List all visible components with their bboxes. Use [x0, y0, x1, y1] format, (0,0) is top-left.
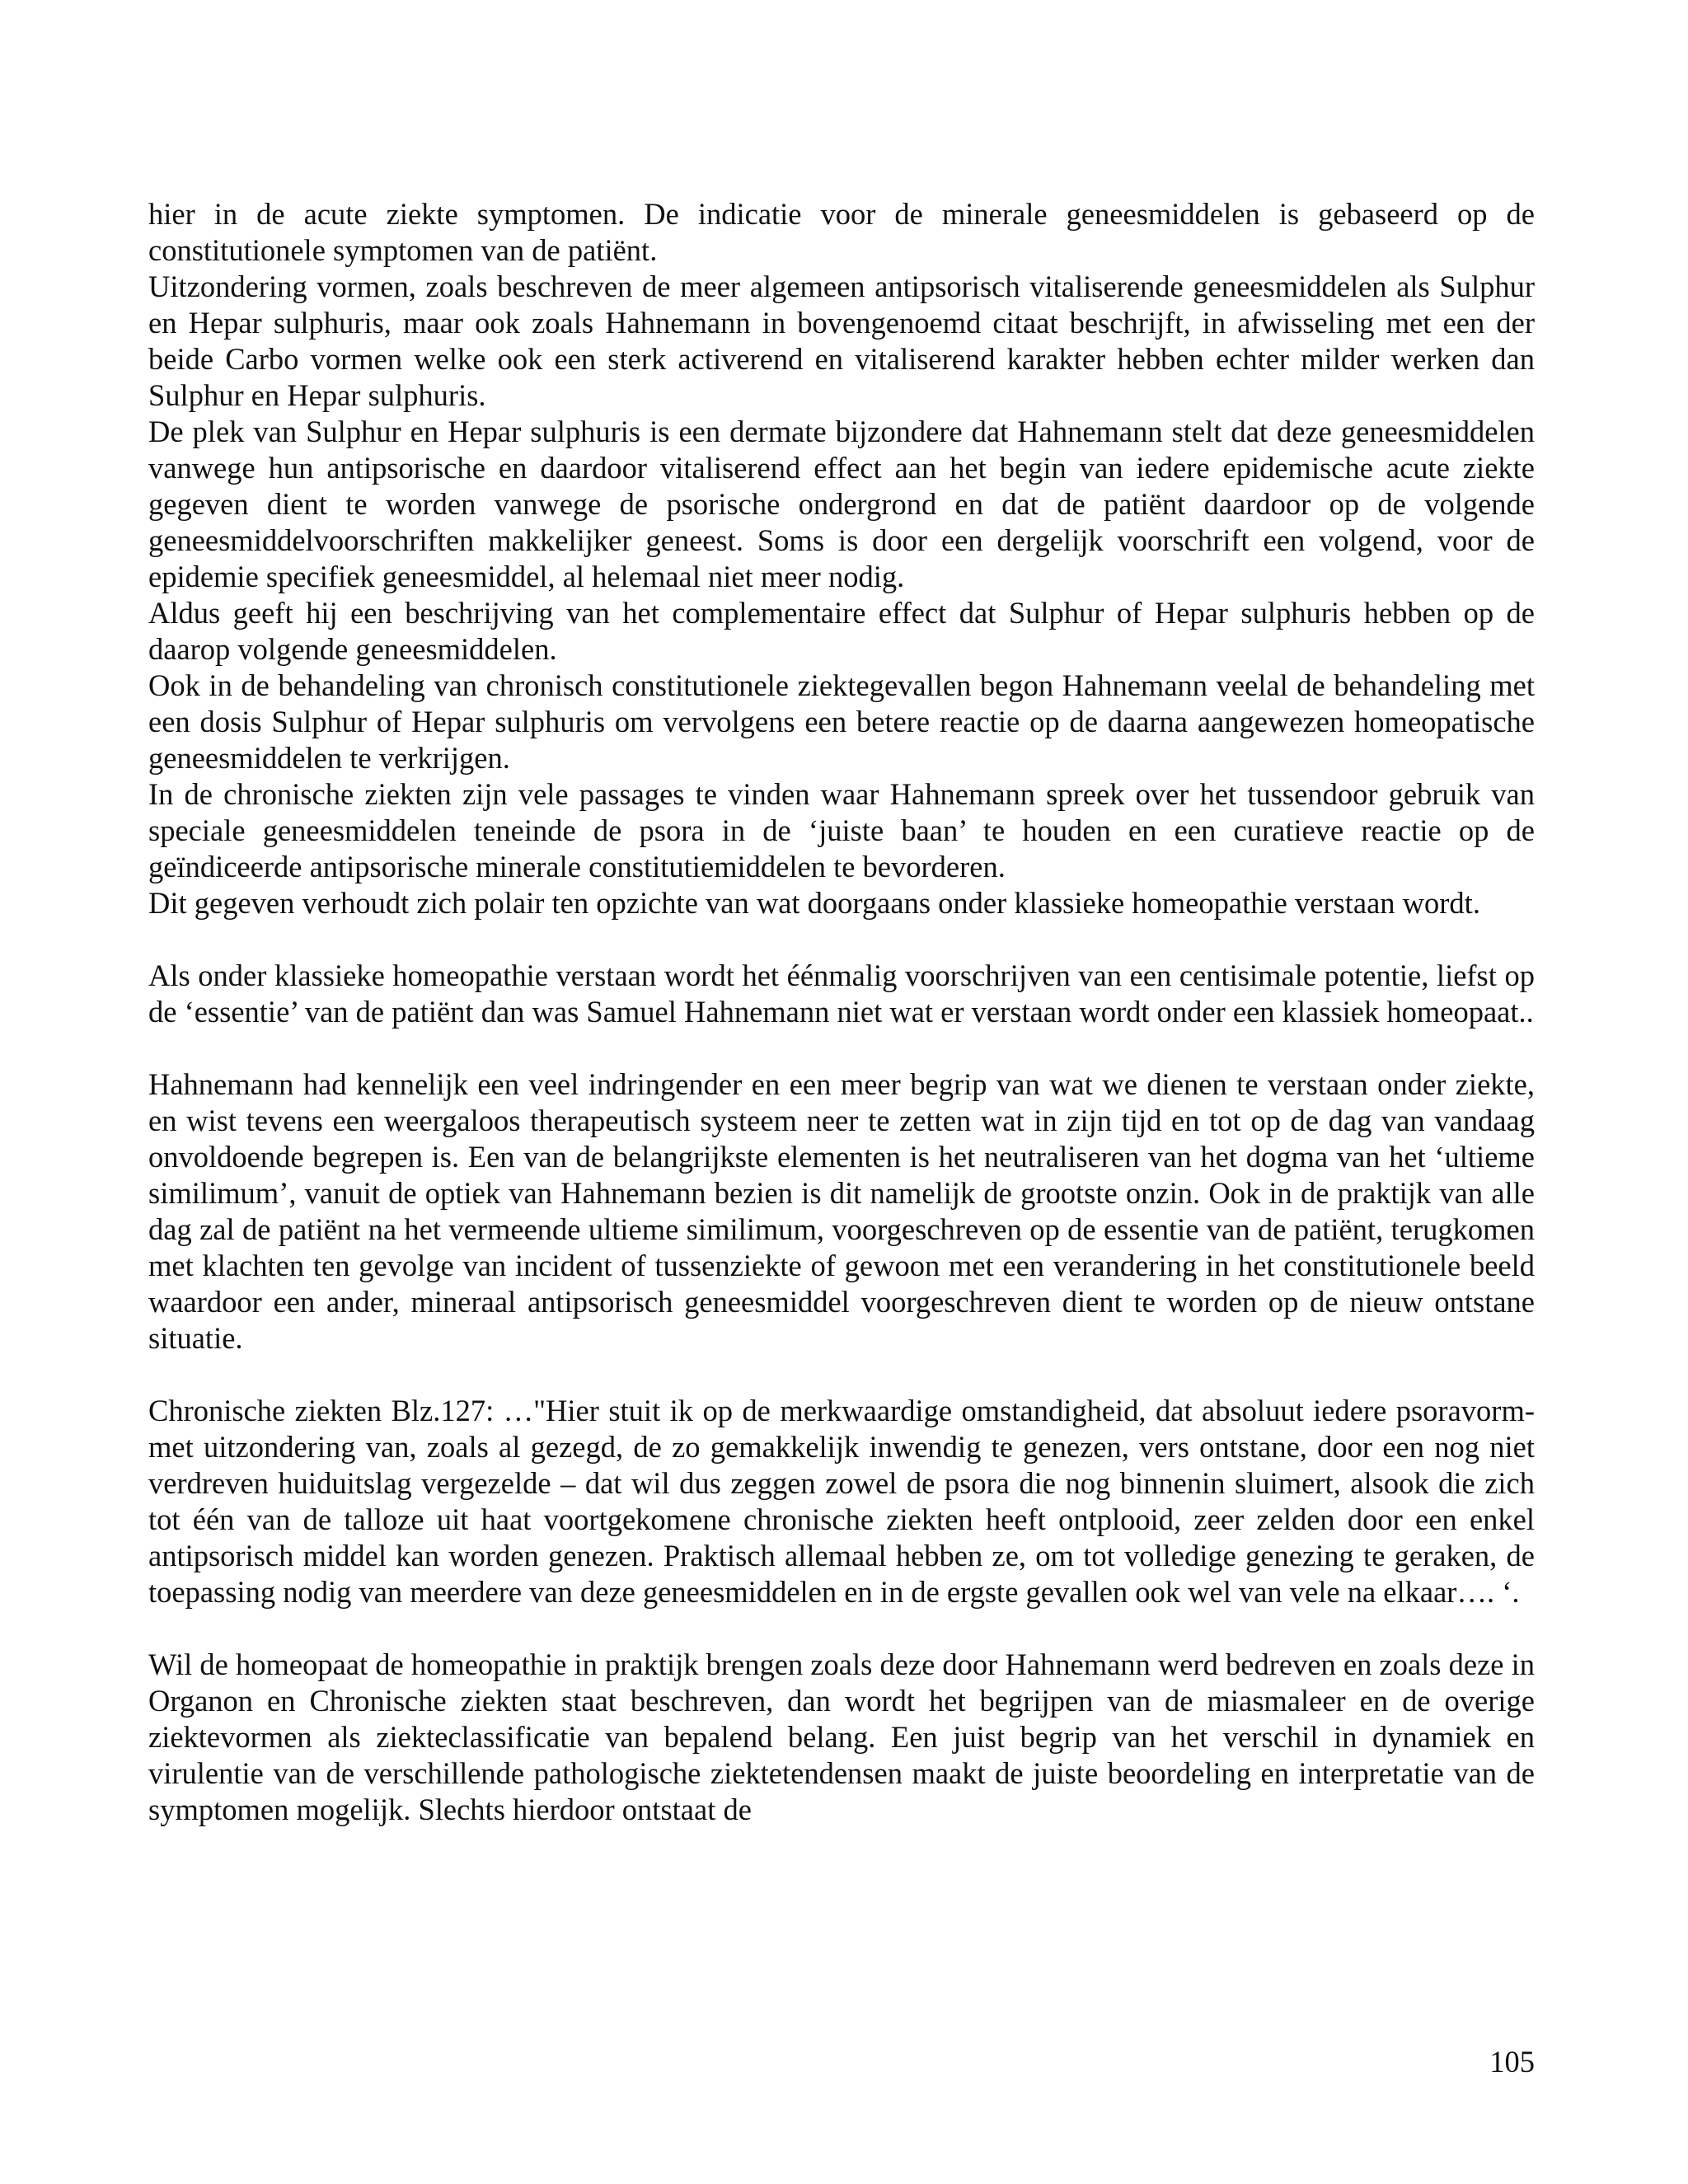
paragraph-3: De plek van Sulphur en Hepar sulphuris is een dermate bijzondere dat Hahnemann stelt dat deze geneesmiddelen vanwege hun antipsorische en daardoor vitaliserend effect aan het begin van iedere epidemische acute ziekte gegeven dient te worden vanwege de psorische ondergrond en dat de patiënt daardoor op de volgende geneesmiddelvoorschriften makkelijker geneest. Soms is door een dergelijk voorschrift een volgend, voor de epidemie specifiek geneesmiddel, al helemaal niet meer nodig.: [148, 415, 1535, 593]
paragraph-7: Dit gegeven verhoudt zich polair ten opzichte van wat doorgaans onder klassieke homeopathie verstaan wordt.: [148, 886, 1480, 920]
paragraph-2: Uitzondering vormen, zoals beschreven de meer algemeen antipsorisch vitaliserende geneesmiddelen als Sulphur en Hepar sulphuris, maar ook zoals Hahnemann in bovengenoemd citaat beschrijft, in afwisseling met een der beide Carbo vormen welke ook een sterk activerend en vitaliserend karakter hebben echter milder werken dan Sulphur en Hepar sulphuris.: [148, 269, 1535, 412]
page-number: 105: [1489, 2045, 1535, 2079]
paragraph-6: In de chronische ziekten zijn vele passages te vinden waar Hahnemann spreek over het tussendoor gebruik van speciale geneesmiddelen teneinde de psora in de ‘juiste baan’ te houden en een curatieve reactie op de geïndiceerde antipsorische minerale constitutiemiddelen te bevorderen.: [148, 777, 1535, 883]
body-text: [148, 196, 1535, 1828]
paragraph-1: hier in de acute ziekte symptomen. De indicatie voor de minerale geneesmiddelen is gebaseerd op de constitutionele symptomen van de patiënt.: [148, 197, 1535, 267]
paragraph-10-quote: Chronische ziekten Blz.127: …"Hier stuit ik op de merkwaardige omstandigheid, dat absoluut iedere psoravorm- met uitzondering van, zoals al gezegd, de zo gemakkelijk inwendig te genezen, vers ontstane, door een nog niet verdreven huiduitslag vergezelde – dat wil dus zeggen zowel de psora die nog binnenin sluimert, alsook die zich tot één van de talloze uit haat voortgekomene chronische ziekten heeft ontplooid, zeer zelden door een enkel antipsorisch middel kan worden genezen. Praktisch allemaal hebben ze, om tot volledige genezing te geraken, de toepassing nodig van meerdere van deze geneesmiddelen en in de ergste gevallen ook wel van vele na elkaar…. ‘.: [148, 1394, 1535, 1609]
paragraph-8: Als onder klassieke homeopathie verstaan wordt het éénmalig voorschrijven van een centisimale potentie, liefst op de ‘essentie’ van de patiënt dan was Samuel Hahnemann niet wat er verstaan wordt onder een klassiek homeopaat..: [148, 958, 1535, 1029]
paragraph-9: Hahnemann had kennelijk een veel indringender en een meer begrip van wat we dienen te verstaan onder ziekte, en wist tevens een weergaloos therapeutisch systeem neer te zetten wat in zijn tijd en tot op de dag van vandaag onvoldoende begrepen is. Een van de belangrijkste elementen is het neutraliseren van het dogma van het ‘ultieme similimum’, vanuit de optiek van Hahnemann bezien is dit namelijk de grootste onzin. Ook in de praktijk van alle dag zal de patiënt na het vermeende ultieme similimum, voorgeschreven op de essentie van de patiënt, terugkomen met klachten ten gevolge van incident of tussenziekte of gewoon met een verandering in het constitutionele beeld waardoor een ander, mineraal antipsorisch geneesmiddel voorgeschreven dient te worden op de nieuw ontstane situatie.: [148, 1067, 1535, 1355]
paragraph-11: Wil de homeopaat de homeopathie in praktijk brengen zoals deze door Hahnemann werd bedreven en zoals deze in Organon en Chronische ziekten staat beschreven, dan wordt het begrijpen van de miasmaleer en de overige ziektevormen als ziekteclassificatie van bepalend belang. Een juist begrip van het verschil in dynamiek en virulentie van de verschillende pathologische ziektetendensen maakt de juiste beoordeling en interpretatie van de symptomen mogelijk. Slechts hierdoor ontstaat de: [148, 1647, 1535, 1826]
paragraph-5: Ook in de behandeling van chronisch constitutionele ziektegevallen begon Hahnemann veelal de behandeling met een dosis Sulphur of Hepar sulphuris om vervolgens een betere reactie op de daarna aangewezen homeopatische geneesmiddelen te verkrijgen.: [148, 668, 1535, 775]
paragraph-4: Aldus geeft hij een beschrijving van het complementaire effect dat Sulphur of Hepar sulphuris hebben op de daarop volgende geneesmiddelen.: [148, 596, 1535, 666]
